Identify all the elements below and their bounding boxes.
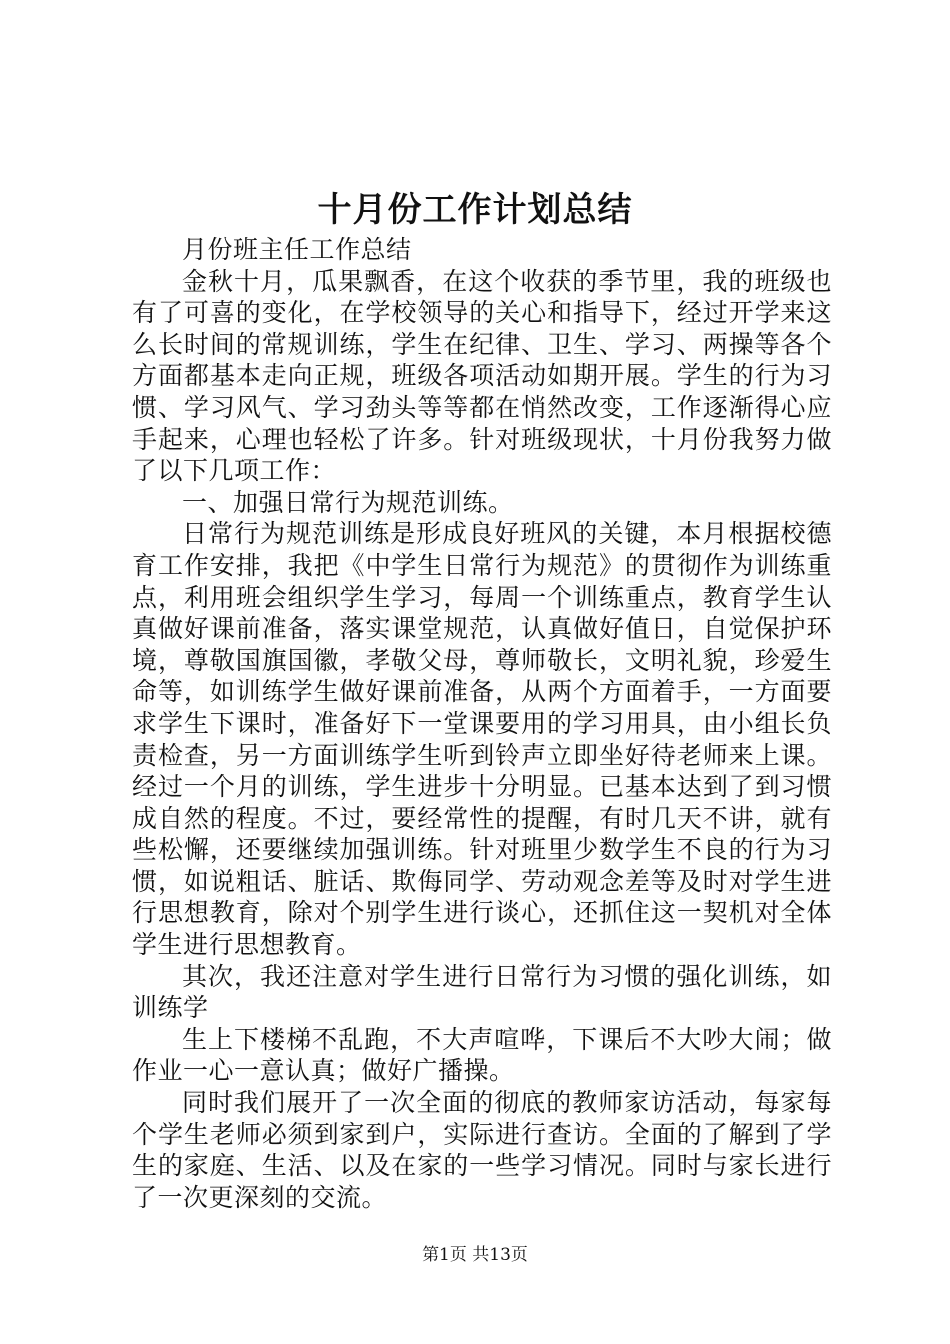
document-title: 十月份工作计划总结 <box>317 190 633 230</box>
paragraph-intro: 金秋十月，瓜果飘香，在这个收获的季节里，我的班级也有了可喜的变化，在学校领导的关心和指导下，经过开学来这么长时间的常规训练，学生在纪律、卫生、学习、两操等各个方面都基本走向正规，班级各项活动如期开展。学生的行为习惯、学习风气、学习劲头等等都在悄然改变，工作逐渐得心应手起来，心理也轻松了许多。针对班级现状，十月份我努力做了以下几项工作： <box>132 266 832 486</box>
paragraph-habit-training-cont: 生上下楼梯不乱跑，不大声喧哗，下课后不大吵大闹；做作业一心一意认真；做好广播操。 <box>132 1024 832 1086</box>
paragraph-behavior-training: 日常行为规范训练是形成良好班风的关键，本月根据校德育工作安排，我把《中学生日常行为规范》的贯彻作为训练重点，利用班会组织学生学习，每周一个训练重点，教育学生认真做好课前准备，落实课堂规范，认真做好值日，自觉保护环境，尊敬国旗国徽，孝敬父母，尊师敬长，文明礼貌，珍爱生命等，如训练学生做好课前准备，从两个方面着手，一方面要求学生下课时，准备好下一堂课要用的学习用具，由小组长负责检查，另一方面训练学生听到铃声立即坐好待老师来上课。经过一个月的训练，学生进步十分明显。已基本达到了到习惯成自然的程度。不过，要经常性的提醒，有时几天不讲，就有些松懈，还要继续加强训练。针对班里少数学生不良的行为习惯，如说粗话、脏话、欺侮同学、劳动观念差等及时对学生进行思想教育，除对个别学生进行谈心，还抓住这一契机对全体学生进行思想教育。 <box>132 519 832 960</box>
paragraph-section-heading: 一、加强日常行为规范训练。 <box>182 487 514 517</box>
document-body <box>132 234 832 1213</box>
paragraph-home-visit: 同时我们展开了一次全面的彻底的教师家访活动，每家每个学生老师必须到家到户，实际进行查访。全面的了解到了学生的家庭、生活、以及在家的一些学习情况。同时与家长进行了一次更深刻的交流。 <box>132 1088 832 1212</box>
paragraph-subtitle: 月份班主任工作总结 <box>182 235 412 264</box>
paragraph-habit-training: 其次，我还注意对学生进行日常行为习惯的强化训练，如训练学 <box>132 961 832 1023</box>
page-footer: 第1页 共13页 <box>422 1245 528 1265</box>
